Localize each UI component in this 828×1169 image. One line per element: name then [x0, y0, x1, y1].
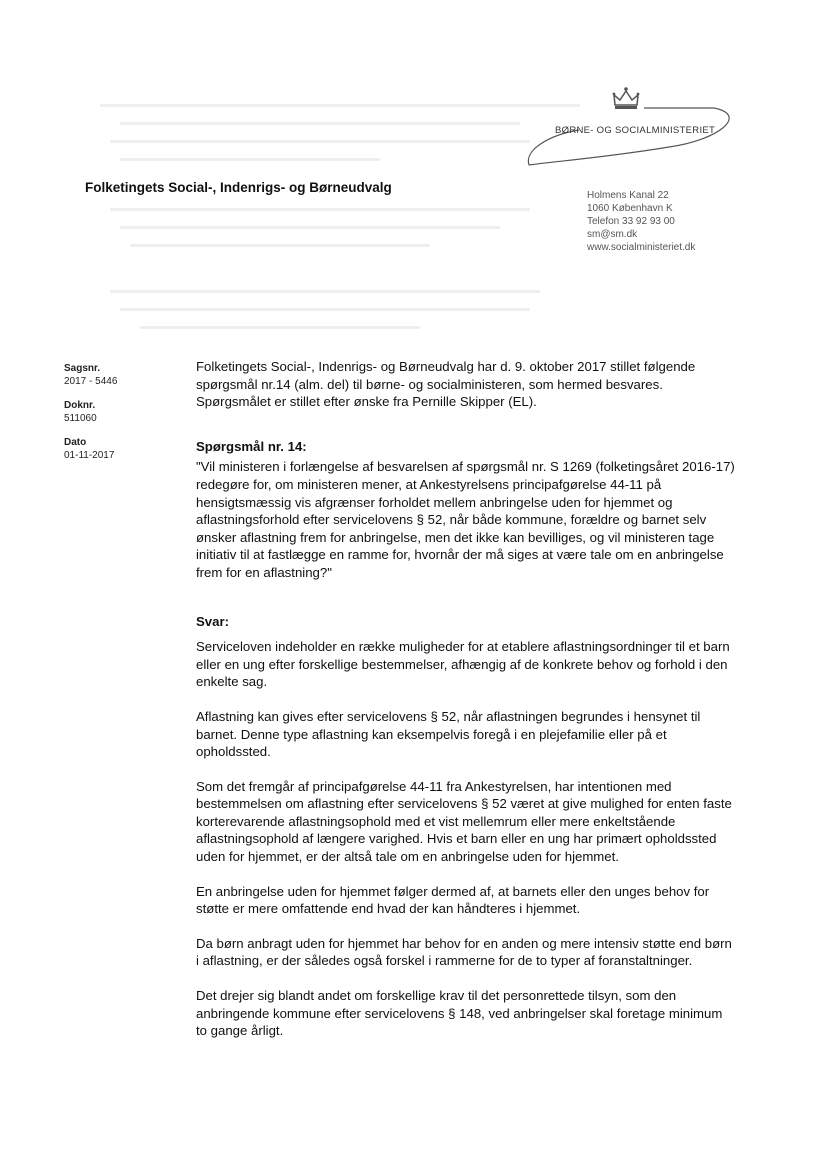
answer-paragraph: Som det fremgår af principafgørelse 44-11 fra Ankestyrelsen, har intentionen med bestemmelsen om aflastning efter servicelovens § 52 været at give mulighed for enten faste korterevarende aflastningsophold med et vist mellemrum eller mere enkeltstående aflastningsophold af længere varighed. Hvis et barn eller en ung har primært opholdssted uden for hjemmet, er der altså tale om en anbringelse uden for hjemmet. [196, 778, 732, 865]
answer-paragraph: Serviceloven indeholder en række muligheder for at etablere aflastningsordninger til et barn eller en ung efter forskellige bestemmelser, afhængig af de konkrete behov og forhold i den enkelte sag. [196, 639, 730, 690]
address-block [587, 189, 695, 254]
phone-line: Telefon 33 92 93 00 [587, 216, 675, 227]
email-line: sm@sm.dk [587, 229, 638, 240]
document-number-value: 511060 [64, 413, 97, 424]
answer-paragraph: Aflastning kan gives efter servicelovens § 52, når aflastningen begrundes i hensynet til barnet. Denne type aflastning kan eksempelvis foregå i en plejefamilie eller på et opholdssted. [196, 708, 701, 760]
address-line: 1060 København K [587, 203, 673, 214]
case-number [64, 362, 117, 388]
case-number-label: Sagsnr. [64, 363, 101, 374]
case-number-value: 2017 - 5446 [64, 376, 118, 387]
answer-paragraph: En anbringelse uden for hjemmet følger dermed af, at barnets eller den unges behov for støtte er mere omfattende end hvad der kan håndteres i hjemmet. [196, 883, 710, 917]
question-heading: Spørgsmål nr. 14: [196, 438, 307, 454]
answer-paragraph: Det drejer sig blandt andet om forskellige krav til det personrettede tilsyn, som den anbringende kommune efter servicelovens § 148, ved anbringelser skal foretage minimum to gange årligt. [196, 988, 723, 1039]
recipient-heading: Folketingets Social-, Indenrigs- og Børneudvalg [85, 180, 392, 195]
date-value: 01-11-2017 [64, 450, 115, 461]
date [64, 436, 117, 462]
address-line: Holmens Kanal 22 [587, 190, 669, 201]
letter-body [196, 358, 736, 1040]
date-label: Dato [64, 437, 87, 448]
question-text: "Vil ministeren i forlængelse af besvarelsen af spørgsmål nr. S 1269 (folketingsåret 2016-17) redegøre for, om ministeren mener, at Ankestyrelsens principafgørelse 44-11 på hensigtsmæssig vis afgrænser forholdet mellem anbringelse uden for hjemmet og aflastningsforhold efter servicelovens § 52, når både kommune, forældre og barnet selv ønsker aflastning frem for anbringelse, men det ikke kan bevilliges, og vil ministeren tage initiativ til at fastlægge en ramme for, hvornår der må siges at være tale om en anbringelse frem for en aflastning?" [196, 459, 735, 580]
document-meta [64, 362, 117, 473]
answer-paragraph: Da børn anbragt uden for hjemmet har behov for en anden og mere intensiv støtte end børn i aflastning, er der således også forskel i rammerne for de to typer af foranstaltninger. [196, 935, 732, 969]
document-number-label: Doknr. [64, 400, 96, 411]
answer-heading: Svar: [196, 613, 229, 629]
ministry-name: BØRNE- OG SOCIALMINISTERIET [555, 125, 716, 136]
intro-paragraph: Folketingets Social-, Indenrigs- og Børneudvalg har d. 9. oktober 2017 stillet følgende spørgsmål nr.14 (alm. del) til børne- og socialministeren, som hermed besvares. Spørgsmålet er stillet efter ønske fra Pernille Skipper (EL). [196, 359, 696, 410]
document-number [64, 399, 117, 425]
website-line: www.socialministeriet.dk [587, 242, 696, 253]
